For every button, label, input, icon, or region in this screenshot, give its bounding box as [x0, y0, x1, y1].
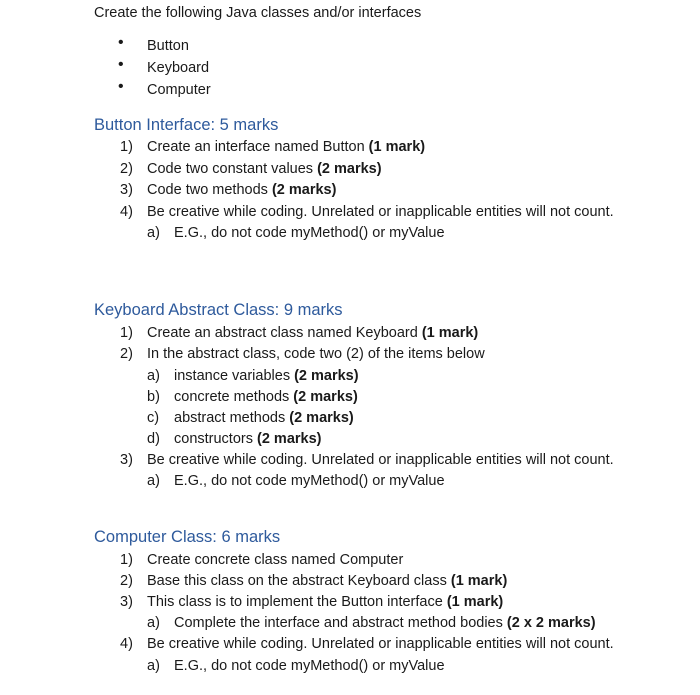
item-text: abstract methods: [174, 410, 290, 426]
item-text: concrete methods: [174, 389, 294, 405]
item-text: Code two constant values: [147, 161, 318, 177]
item-text: In the abstract class, code two (2) of the items below: [147, 346, 485, 362]
item-number: 1): [120, 325, 133, 341]
item-number: 2): [120, 573, 133, 589]
item-number: d): [147, 431, 160, 447]
section-heading: Computer Class: 6 marks: [94, 528, 281, 546]
item-marks: (2 marks): [271, 182, 337, 198]
bullet-dot: •: [118, 34, 124, 51]
item-number: 1): [120, 552, 133, 568]
item-marks: (1 mark): [450, 573, 508, 589]
item-marks: (2 x 2 marks): [506, 615, 596, 631]
item-text: Create an interface named Button: [147, 139, 369, 155]
item-marks: (2 marks): [294, 368, 359, 384]
bullet-item: Keyboard: [147, 60, 210, 76]
item-marks: (2 marks): [289, 410, 354, 426]
item-number: 4): [120, 636, 133, 652]
item-marks: (2 marks): [317, 161, 382, 177]
item-number: a): [147, 658, 160, 674]
item-text: E.G., do not code myMethod() or myValue: [174, 225, 445, 241]
item-number: a): [147, 368, 160, 384]
item-text: Create an abstract class named Keyboard: [147, 325, 422, 341]
item-text: instance variables: [174, 368, 295, 384]
item-text: Be creative while coding. Unrelated or inapplicable entities will not count.: [147, 204, 614, 220]
section-heading: Keyboard Abstract Class: 9 marks: [94, 301, 343, 319]
item-text: Code two methods: [147, 182, 272, 198]
item-marks: (2 marks): [293, 389, 358, 405]
bullet-item: Computer: [147, 82, 211, 98]
item-number: 4): [120, 204, 133, 220]
item-number: a): [147, 615, 160, 631]
item-marks: (2 marks): [257, 431, 322, 447]
item-text: Complete the interface and abstract method bodies: [174, 615, 507, 631]
item-text: E.G., do not code myMethod() or myValue: [174, 473, 445, 489]
item-number: 3): [120, 182, 133, 198]
item-number: 2): [120, 346, 133, 362]
item-text: This class is to implement the Button interface: [147, 594, 447, 610]
item-text: Base this class on the abstract Keyboard class: [147, 573, 451, 589]
item-number: c): [147, 410, 160, 426]
item-text: constructors: [174, 431, 257, 447]
bullet-dot: •: [118, 56, 124, 73]
item-marks: (1 mark): [368, 139, 426, 155]
section-heading: Button Interface: 5 marks: [94, 116, 279, 134]
item-marks: (1 mark): [446, 594, 504, 610]
item-text: E.G., do not code myMethod() or myValue: [174, 658, 445, 674]
item-number: 2): [120, 161, 133, 177]
item-marks: (1 mark): [421, 325, 479, 341]
item-number: a): [147, 473, 160, 489]
item-number: 3): [120, 594, 133, 610]
item-number: b): [147, 389, 160, 405]
bullet-item: Button: [147, 38, 189, 54]
item-text: Create concrete class named Computer: [147, 552, 404, 568]
item-number: 1): [120, 139, 133, 155]
item-text: Be creative while coding. Unrelated or inapplicable entities will not count.: [147, 636, 614, 652]
intro-text: Create the following Java classes and/or interfaces: [94, 5, 422, 21]
item-number: 3): [120, 452, 133, 468]
item-number: a): [147, 225, 160, 241]
item-text: Be creative while coding. Unrelated or inapplicable entities will not count.: [147, 452, 614, 468]
bullet-dot: •: [118, 78, 124, 95]
